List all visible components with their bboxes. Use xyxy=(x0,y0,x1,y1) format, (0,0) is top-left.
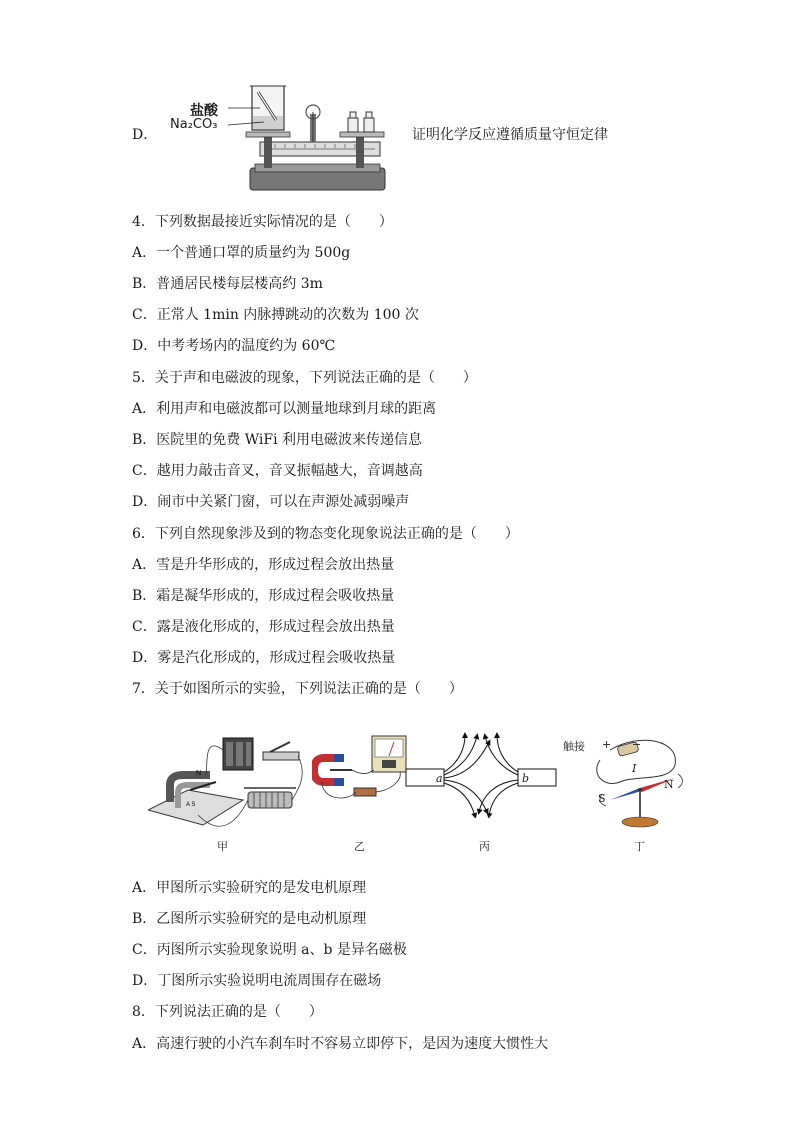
figure-yi-caption: 乙 xyxy=(354,840,365,853)
q8-stem: 8．下列说法正确的是（ ） xyxy=(132,1004,323,1020)
q6-option-d: D．雾是汽化形成的，形成过程会吸收热量 xyxy=(132,650,396,666)
q4-stem: 4．下列数据最接近实际情况的是（ ） xyxy=(132,214,393,230)
q4-option-b: B．普通居民楼每层楼高约 3m xyxy=(132,276,323,292)
q8-option-a: A．高速行驶的小汽车刹车时不容易立即停下，是因为速度大惯性大 xyxy=(132,1036,549,1052)
q6-option-c: C．露是液化形成的，形成过程会放出热量 xyxy=(132,619,395,635)
figure-bing-caption: 丙 xyxy=(479,840,490,853)
svg-text:N: N xyxy=(196,770,202,777)
svg-text:A S: A S xyxy=(186,802,196,808)
q7-option-a: A．甲图所示实验研究的是发电机原理 xyxy=(132,880,367,896)
q6-option-a: A．雪是升华形成的，形成过程会放出热量 xyxy=(132,557,395,573)
q6-option-b: B．霜是凝华形成的，形成过程会吸收热量 xyxy=(132,588,395,604)
needle-n-label: N xyxy=(664,778,674,791)
label-hydrochloric-acid: 盐酸 xyxy=(190,103,218,119)
q5-option-b: B．医院里的免费 WiFi 利用电磁波来传递信息 xyxy=(132,432,422,448)
figure-bing xyxy=(405,732,557,818)
q7-option-d: D．丁图所示实验说明电流周围存在磁场 xyxy=(132,973,382,989)
q7-option-b: B．乙图所示实验研究的是电动机原理 xyxy=(132,911,367,927)
figure-ding-caption: 丁 xyxy=(634,840,645,853)
touch-label: 触接 xyxy=(563,740,585,753)
q5-option-c: C．越用力敲击音叉，音叉振幅越大，音调越高 xyxy=(132,463,423,479)
q3-option-d-letter: D． xyxy=(132,127,158,143)
current-label: I xyxy=(632,762,637,775)
q6-stem: 6．下列自然现象涉及到的物态变化现象说法正确的是（ ） xyxy=(132,526,519,542)
figure-jia xyxy=(148,730,310,835)
figure-jia-caption: 甲 xyxy=(217,840,228,853)
needle-s-label: S xyxy=(598,792,606,805)
q5-option-d: D．闹市中关紧门窗，可以在声源处减弱噪声 xyxy=(132,494,410,510)
q4-option-d: D．中考考场内的温度约为 60℃ xyxy=(132,338,336,354)
pole-b-label: b xyxy=(522,772,530,785)
q7-stem: 7．关于如图所示的实验，下列说法正确的是（ ） xyxy=(132,681,463,697)
label-sodium-carbonate: Na₂CO₃ xyxy=(170,117,218,132)
balance-figure xyxy=(160,78,400,194)
figure-yi xyxy=(312,730,412,810)
battery-minus-label: − xyxy=(632,738,642,751)
q5-stem: 5．关于声和电磁波的现象，下列说法正确的是（ ） xyxy=(132,370,477,386)
battery-plus-label: + xyxy=(602,738,612,751)
pole-a-label: a xyxy=(436,772,443,785)
q5-option-a: A．利用声和电磁波都可以测量地球到月球的距离 xyxy=(132,401,437,417)
q3-option-d-text: 证明化学反应遵循质量守恒定律 xyxy=(412,127,608,143)
q7-option-c: C．丙图所示实验现象说明 a、b 是异名磁极 xyxy=(132,942,407,958)
q4-option-c: C．正常人 1min 内脉搏跳动的次数为 100 次 xyxy=(132,307,419,323)
q4-option-a: A．一个普通口罩的质量约为 500g xyxy=(132,245,351,261)
